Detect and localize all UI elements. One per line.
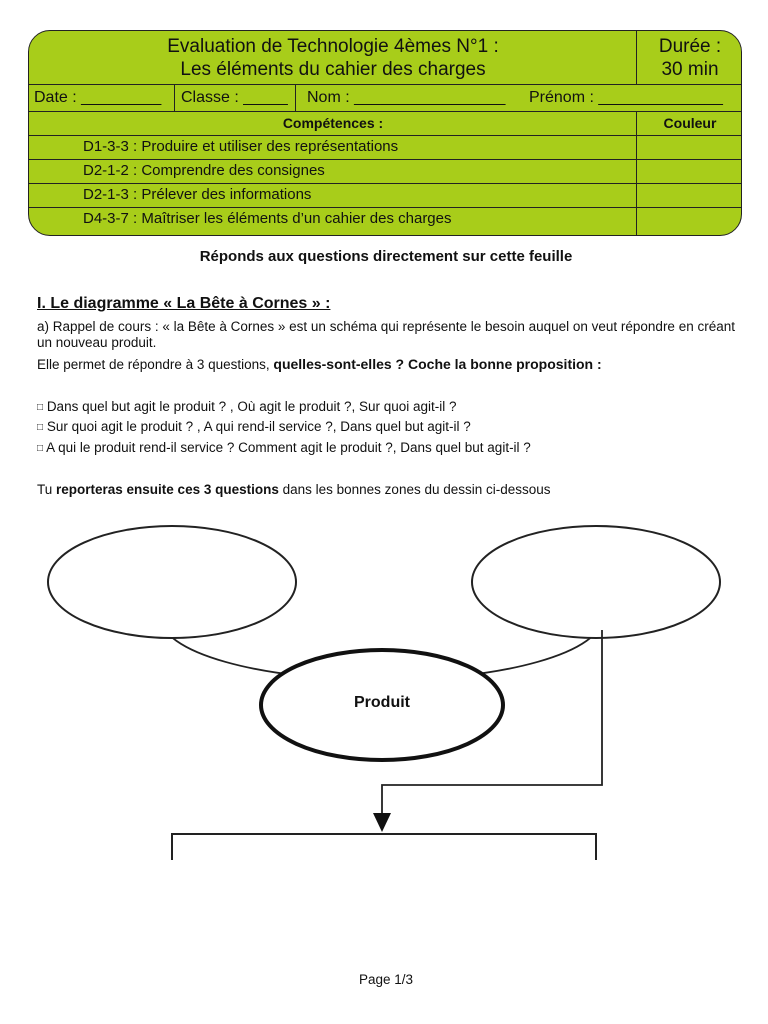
classe-field[interactable]: Classe : _____	[181, 89, 288, 106]
paragraph-b-text: Elle permet de répondre à 3 questions,	[37, 357, 274, 372]
divider	[295, 84, 296, 111]
page-title: Evaluation de Technologie 4èmes N°1 :	[167, 36, 499, 57]
section-title: I. Le diagramme « La Bête à Cornes » :	[37, 295, 331, 312]
duree-value: 30 min	[661, 59, 719, 80]
option-3[interactable]	[37, 440, 531, 455]
header-box	[28, 30, 742, 236]
arrow-head-icon	[373, 813, 391, 832]
left-answer-zone	[48, 526, 296, 638]
bottom-answer-box	[172, 834, 596, 860]
option-text: Sur quoi agit le produit ? , A qui rend-il service ?, Dans quel but agit-il ?	[46, 419, 471, 434]
report-instruction	[37, 482, 551, 497]
option-text: Dans quel but agit le produit ? , Où agit le produit ?, Sur quoi agit-il ?	[46, 399, 457, 414]
instruction: Réponds aux questions directement sur cette feuille	[199, 248, 573, 265]
divider	[29, 84, 741, 85]
checkbox-icon[interactable]: □	[37, 422, 44, 433]
product-label: Produit	[354, 694, 410, 711]
prenom-field[interactable]: Prénom : ______________	[529, 89, 723, 106]
competence-item: D2-1-2 : Comprendre des consignes	[83, 162, 325, 179]
nom-field[interactable]: Nom : _________________	[307, 89, 506, 106]
divider	[29, 135, 741, 136]
paragraph-b	[37, 356, 602, 372]
option-text: A qui le produit rend-il service ? Comment agit le produit ?, Dans quel but agit-il ?	[46, 440, 531, 455]
checkbox-icon[interactable]: □	[37, 443, 44, 454]
report-suffix: dans les bonnes zones du dessin ci-dessous	[278, 482, 551, 497]
couleur-header: Couleur	[663, 115, 717, 131]
divider	[174, 84, 175, 111]
page-number: Page 1/3	[358, 972, 414, 987]
divider	[29, 183, 741, 184]
paragraph-a: a) Rappel de cours : « la Bête à Cornes » est un schéma qui représente le besoin auquel on veut répondre en créant un nouveau produit.	[37, 319, 735, 350]
report-prefix: Tu	[37, 482, 57, 497]
duree-label: Durée :	[658, 36, 722, 57]
date-field[interactable]: Date : _________	[34, 89, 162, 106]
option-2[interactable]	[37, 419, 471, 434]
divider	[636, 31, 637, 84]
competence-item: D1-3-3 : Produire et utiliser des représentations	[83, 138, 399, 155]
page-subtitle: Les éléments du cahier des charges	[180, 59, 486, 80]
divider	[29, 159, 741, 160]
divider	[29, 207, 741, 208]
competence-item: D4-3-7 : Maîtriser les éléments d’un cahier des charges	[83, 210, 452, 227]
right-answer-zone	[472, 526, 720, 638]
divider	[636, 111, 637, 236]
option-1[interactable]	[37, 399, 457, 414]
paragraph-b-bold: quelles-sont-elles ? Coche la bonne proposition :	[273, 356, 602, 372]
bete-a-cornes-diagram	[0, 520, 768, 860]
divider	[29, 111, 741, 112]
checkbox-icon[interactable]: □	[37, 402, 44, 413]
competence-item: D2-1-3 : Prélever des informations	[83, 186, 312, 203]
competences-header: Compétences :	[282, 115, 384, 131]
report-bold: reporteras ensuite ces 3 questions	[56, 482, 279, 497]
